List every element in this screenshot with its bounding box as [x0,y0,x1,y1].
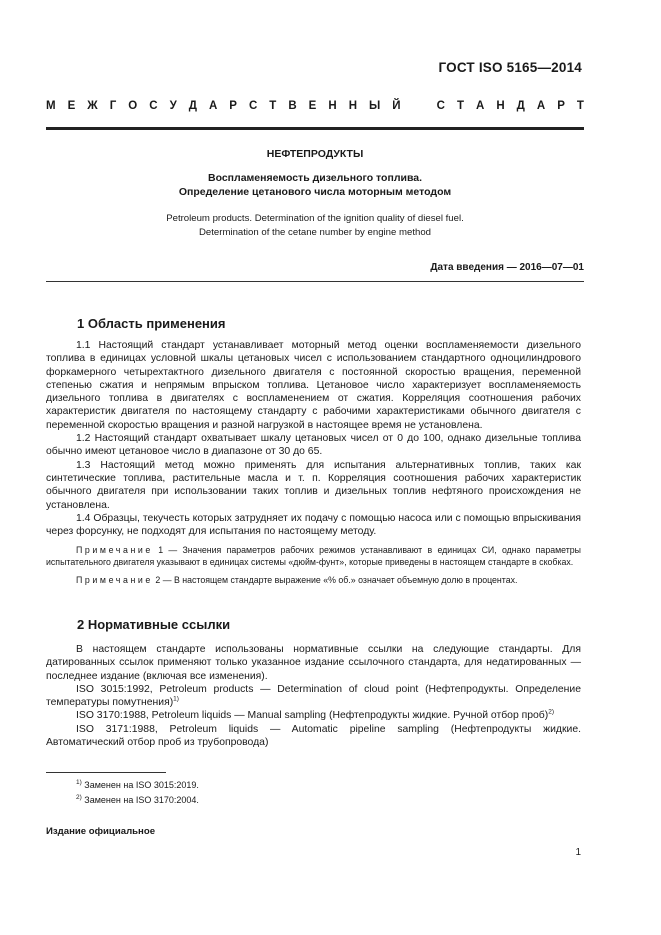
footnote-1 [76,779,199,791]
title-ru: НЕФТЕПРОДУКТЫ [266,148,364,160]
subtitle-en-line-2: Determination of the cetane number by engine method [199,226,431,238]
note-2-text: 2 — В настоящем стандарте выражение «% об.» означает объемную долю в процентах. [152,575,518,586]
banner-letter: Р [229,100,237,112]
paragraph-2-intro: В настоящем стандарте использованы нормативные ссылки на следующие стандарты. Для датированных ссылок применяют только указанное издание ссылочного стандарта, для недатированных — последнее издание (включая все изменения). [46,644,581,682]
banner-letter: У [169,100,177,112]
banner-letter: Т [576,100,584,112]
date-rule [46,281,584,282]
note-1-prefix: Примечание [76,545,153,556]
banner-letter: А [208,100,218,112]
banner-letter: С [149,100,158,112]
footnote-2 [76,794,199,806]
section-2-body [46,643,581,749]
footnote-rule [46,772,166,773]
section-1-body [46,339,581,586]
subtitle-ru [46,171,584,199]
banner-letter: Ы [369,100,381,112]
footnote-1-mark: 1) [76,779,82,786]
paragraph-1-1: 1.1 Настоящий стандарт устанавливает моторный метод оценки воспламеняемости дизельного топлива в единицах условной шкалы цетановых чисел с использованием стандартного одноцилиндрового форкамерного четырехтактного дизельного двигателя с постоянной скоростью вращения, переменной степенью сжатия и непрямым впрыском топлива. Цетановое число характеризует воспламеняемость дизельного топлива в двигателях с воспламенением от сжатия. Корреляция соотношения рабочих характеристик двигателя по настоящему стандарту с рабочими характеристиками обычного двигателя с переменной скоростью вращения и разной нагрузкой в настоящее время не установлена. [46,340,581,431]
interstate-standard-banner [46,100,584,112]
subtitle-ru-line-2: Определение цетанового числа моторным методом [178,186,452,198]
banner-letter: В [288,100,297,112]
note-1-text: 1 — Значения параметров рабочих режимов устанавливают в единицах СИ, однако параметры испытательного двигателя указывают в единицах системы «дюйм-фунт», которые приведены в настоящем стандарте в скобках. [46,545,581,568]
section-2-heading: 2 Нормативные ссылки [77,617,231,632]
banner-letter: Р [557,100,565,112]
footnote-ref-2[interactable]: 2) [548,709,555,717]
banner-letter: Е [67,100,76,112]
banner-letter: О [128,100,138,112]
banner-letter: Н [496,100,505,112]
banner-letter: С [248,100,258,112]
banner-letter: А [536,100,546,112]
introduction-date: Дата введения — 2016—07—01 [430,262,584,273]
banner-letter: М [46,100,56,112]
footnote-ref-1[interactable]: 1) [173,695,179,703]
note-2 [46,574,581,586]
banner-letter: Т [456,100,464,112]
section-1-heading: 1 Область применения [77,316,226,331]
banner-letter: А [475,100,485,112]
note-2-prefix: Примечание [76,575,153,586]
banner-letter: Н [328,100,337,112]
reference-iso-3170 [46,709,581,722]
document-code: ГОСТ ISO 5165—2014 [438,60,582,75]
footnote-2-mark: 2) [76,794,82,801]
banner-letter: С [436,100,445,112]
banner-letter: Д [516,100,525,112]
official-edition-label: Издание официальное [46,826,156,837]
header-rule [46,127,584,130]
footnote-2-text: Заменен на ISO 3170:2004. [81,795,199,805]
banner-letter: Й [392,100,401,112]
footnote-1-text: Заменен на ISO 3015:2019. [81,780,199,790]
banner-letter: Д [188,100,197,112]
subtitle-ru-line-1: Воспламеняемость дизельного топлива. [207,172,423,184]
banner-letter: Т [269,100,277,112]
reference-iso-3170-text: ISO 3170:1988, Petroleum liquids — Manual sampling (Нефтепродукты жидкие. Ручной отбор проб) [76,710,549,722]
paragraph-1-2: 1.2 Настоящий стандарт охватывает шкалу цетановых чисел от 0 до 100, однако дизельные топлива обычно имеют цетановое число в диапазоне от 30 до 65. [46,433,581,458]
note-1 [46,544,581,568]
banner-letter: Г [109,100,117,112]
paragraph-1-3: 1.3 Настоящий метод можно применять для испытания альтернативных топлив, таких как синтетические топлива, растительные масла и т. п. Корреляция соотношения рабочих характеристик обычного двигателя при использовании таких топлив и дизельных топлив нефтяного происхождения не установлена. [46,459,581,511]
banner-letter: Е [308,100,317,112]
subtitle-en-line-1: Petroleum products. Determination of the ignition quality of diesel fuel. [166,213,464,224]
paragraph-1-4: 1.4 Образцы, текучесть которых затрудняет их подачу с помощью насоса или с помощью впрыскивания через форсунку, не подходят для испытания по настоящему методу. [46,512,581,538]
banner-letter: Н [348,100,357,112]
reference-iso-3171: ISO 3171:1988, Petroleum liquids — Automatic pipeline sampling (Нефтепродукты жидкие. Автоматический отбор проб из трубопровода) [46,723,581,749]
banner-letter: Ж [87,100,98,112]
subtitle-en [46,212,584,239]
reference-iso-3015 [46,683,581,710]
page-number: 1 [575,847,581,858]
reference-iso-3015-text: ISO 3015:1992, Petroleum products — Determination of cloud point (Нефтепродукты. Определение температуры помутнения) [46,683,581,709]
